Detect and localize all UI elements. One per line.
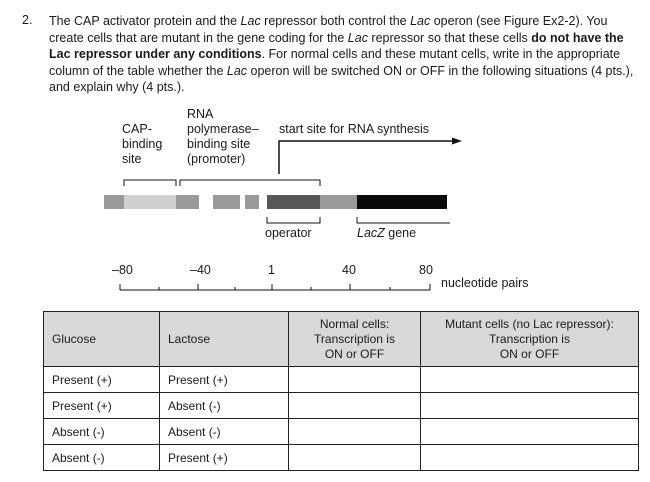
- start-site-arrow-line: [279, 141, 455, 174]
- start-site-label: start site for RNA synthesis: [279, 122, 430, 136]
- table-row: [44, 445, 639, 471]
- dna-segment: [176, 195, 199, 209]
- lactose-cell: Absent (-): [160, 419, 289, 445]
- normal-answer-cell[interactable]: [289, 419, 421, 445]
- normal-answer-cell[interactable]: [289, 445, 421, 471]
- header-glucose: Glucose: [44, 312, 160, 367]
- start-site-arrowhead: [452, 138, 462, 145]
- label-line: RNA: [187, 107, 214, 121]
- question-lac-italic: Lac: [226, 63, 248, 78]
- dna-segment-lacz-gene: [357, 195, 447, 209]
- question-text-part: The CAP activator protein and the: [49, 14, 241, 28]
- question-text-part: operon will be switched ON or OFF in the following situations (4 pts.), and explain why (4 pts.).: [49, 63, 634, 94]
- question-number: 2.: [22, 13, 33, 27]
- dna-segment: [199, 195, 213, 209]
- dna-segment: [213, 195, 240, 209]
- dna-segment: [240, 195, 245, 209]
- mutant-answer-cell[interactable]: [421, 393, 639, 419]
- header-line: Mutant cells (no Lac repressor):: [445, 316, 614, 331]
- label-line: binding: [122, 137, 163, 151]
- lactose-cell: Absent (-): [160, 393, 289, 419]
- table-header-row: [44, 312, 639, 367]
- header-line: ON or OFF: [499, 346, 560, 361]
- tick-label: –80: [112, 263, 133, 277]
- cap-bracket: [124, 180, 176, 186]
- header-normal-cells: [289, 312, 421, 367]
- header-line: Normal cells:: [319, 316, 390, 331]
- answer-table: [43, 311, 639, 471]
- glucose-cell: Present (+): [44, 393, 160, 419]
- dna-segment-operator: [267, 195, 320, 209]
- header-line: Transcription is: [314, 331, 395, 346]
- mutant-answer-cell[interactable]: [421, 367, 639, 393]
- question-text-part: repressor both control the: [260, 14, 411, 28]
- glucose-cell: Absent (-): [44, 419, 160, 445]
- glucose-cell: Absent (-): [44, 445, 160, 471]
- question-lac-italic: Lac: [410, 14, 431, 28]
- label-line: (promoter): [187, 152, 246, 166]
- axis-unit-label: nucleotide pairs: [441, 276, 529, 290]
- dna-segment: [320, 195, 357, 209]
- table-row: [44, 419, 639, 445]
- operator-label: operator: [265, 226, 312, 240]
- table-row: [44, 367, 639, 393]
- question-text-part: . For normal cells and these mutant cells, write in the appropriate column of the table whether the: [49, 47, 621, 78]
- question-lac-italic: Lac: [240, 14, 261, 28]
- label-line: CAP-: [122, 122, 152, 136]
- promoter-bracket: [180, 180, 320, 186]
- header-line: ON or OFF: [324, 346, 385, 361]
- operator-bracket: [267, 217, 320, 223]
- mutant-answer-cell[interactable]: [421, 445, 639, 471]
- mutant-answer-cell[interactable]: [421, 419, 639, 445]
- question-text-part: operon (see Figure Ex2-2). You create cells that are mutant in the gene coding for the: [49, 14, 608, 45]
- label-line: polymerase–: [187, 122, 259, 136]
- label-line: binding site: [187, 137, 251, 151]
- lacz-bracket: [357, 217, 450, 223]
- normal-answer-cell[interactable]: [289, 393, 421, 419]
- tick-label: –40: [190, 263, 211, 277]
- tick-label: 1: [268, 263, 275, 277]
- dna-segment: [104, 195, 124, 209]
- table-row: [44, 393, 639, 419]
- tick-label: 80: [419, 263, 433, 277]
- tick-label: 40: [342, 263, 356, 277]
- label-line: site: [122, 152, 142, 166]
- question-text-part: repressor so that these cells: [367, 30, 532, 45]
- lactose-cell: Present (+): [160, 367, 289, 393]
- lacz-italic: LacZ: [357, 226, 385, 240]
- glucose-cell: Present (+): [44, 367, 160, 393]
- dna-segment-cap-site: [124, 195, 176, 209]
- question-bold-text: do not have the Lac repressor under any conditions: [49, 30, 624, 61]
- lacz-gene-word: gene: [384, 226, 417, 240]
- header-line: Transcription is: [489, 331, 570, 346]
- normal-answer-cell[interactable]: [289, 367, 421, 393]
- header-lactose: Lactose: [160, 312, 289, 367]
- header-mutant-cells: [421, 312, 639, 367]
- lactose-cell: Present (+): [160, 445, 289, 471]
- dna-segment: [245, 195, 259, 209]
- question-lac-italic: Lac: [347, 30, 368, 45]
- dna-segment: [259, 195, 267, 209]
